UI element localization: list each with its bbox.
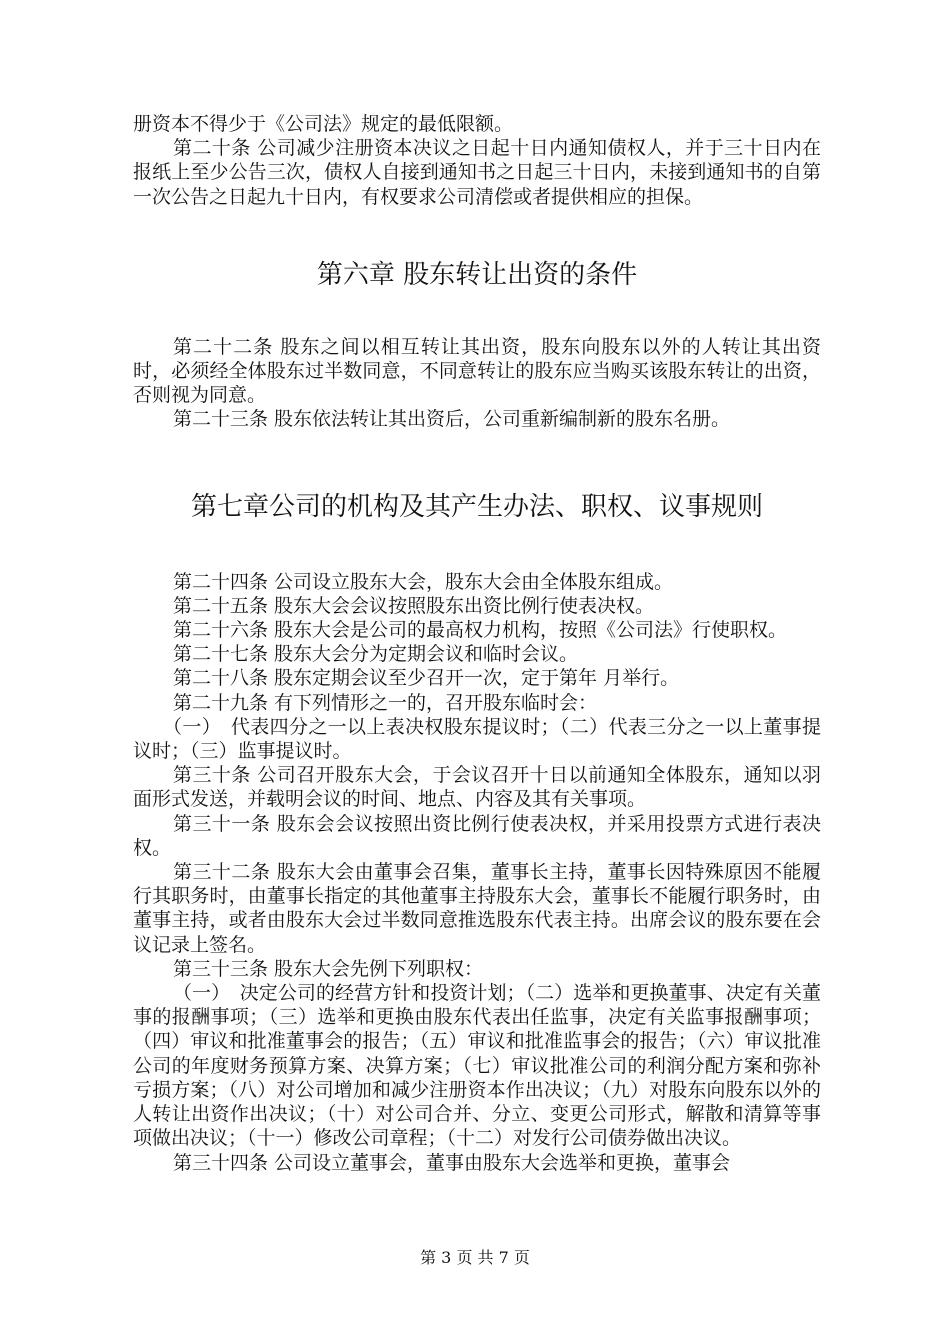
paragraph: 册资本不得少于《公司法》规定的最低限额。 <box>133 113 514 135</box>
paragraph: 第三十一条 股东会会议按照出资比例行使表决权，并采用投票方式进行表决权。 <box>133 812 821 859</box>
paragraph: 第二十八条 股东定期会议至少召开一次，定于第年 月举行。 <box>173 667 680 690</box>
paragraph: 第三十条 公司召开股东大会，于会议召开十日以前通知全体股东，通知以羽面形式发送，并载明会议的时间、地点、内容及其有关事项。 <box>133 764 821 811</box>
paragraph: 第二十九条 有下列情形之一的，召开股东临时会： <box>173 691 598 714</box>
paragraph: 第二十二条 股东之间以相互转让其出资，股东向股东以外的人转让其出资时，必须经全体股东过半数同意，不同意转让的股东应当购买该股东转让的出资，否则视为同意。 <box>133 335 821 407</box>
paragraph: （一） 决定公司的经营方针和投资计划；（二）选举和更换董事、决定有关董事的报酬事项；（三）选举和更换由股东代表出任监事，决定有关监事报酬事项；（四）审议和批准董事会的报告；（五）审议和批准监事会的报告；（六）审议批准公司的年度财务预算方案、决算方案；（七）审议批准公司的利润分配方案和弥补亏损方案；（八）对公司增加和减少注册资本作出决议；（九）对股东向股东以外的人转让出资作出决议；（十）对公司合并、分立、变更公司形式，解散和清算等事项做出决议；（十一）修改公司章程；（十二）对发行公司债券做出决议。 <box>133 982 821 1150</box>
paragraph: 第二十条 公司减少注册资本决议之日起十日内通知债权人，并于三十日内在报纸上至少公告三次，债权人自接到通知书之日起三十日内，未接到通知书的自第一次公告之日起九十日内，有权要求公司清偿或者提供相应的担保。 <box>133 137 821 208</box>
paragraph: （一） 代表四分之一以上表决权股东提议时；（二）代表三分之一以上董事提议时；（三）监事提议时。 <box>133 715 821 763</box>
page-footer: 第 3 页 共 7 页 <box>420 1248 530 1267</box>
paragraph: 第二十六条 股东大会是公司的最高权力机构，按照《公司法》行使职权。 <box>173 619 788 642</box>
document-body <box>133 112 821 1175</box>
chapter-title: 第七章公司的机构及其产生办法、职权、议事规则 <box>190 491 763 522</box>
paragraph: 第三十三条 股东大会先例下列职权： <box>173 957 484 980</box>
paragraph: 第三十二条 股东大会由董事会召集，董事长主持，董事长因特殊原因不能履行其职务时，由董事长指定的其他董事主持股东大会，董事长不能履行职务时，由董事主持，或者由股东大会过半数同意推选股东代表主持。出席会议的股东要在会议记录上签名。 <box>133 861 821 956</box>
paragraph: 第二十四条 公司设立股东大会，股东大会由全体股东组成。 <box>173 570 674 593</box>
paragraph: 第二十三条 股东依法转让其出资后，公司重新编制新的股东名册。 <box>173 408 731 431</box>
paragraph: 第三十四条 公司设立董事会，董事由股东大会选举和更换，董事会 <box>173 1151 731 1174</box>
paragraph: 第二十五条 股东大会会议按照股东出资比例行使表决权。 <box>173 594 655 617</box>
paragraph: 第二十七条 股东大会分为定期会议和临时会议。 <box>173 643 579 666</box>
chapter-title: 第六章 股东转让出资的条件 <box>316 259 638 290</box>
